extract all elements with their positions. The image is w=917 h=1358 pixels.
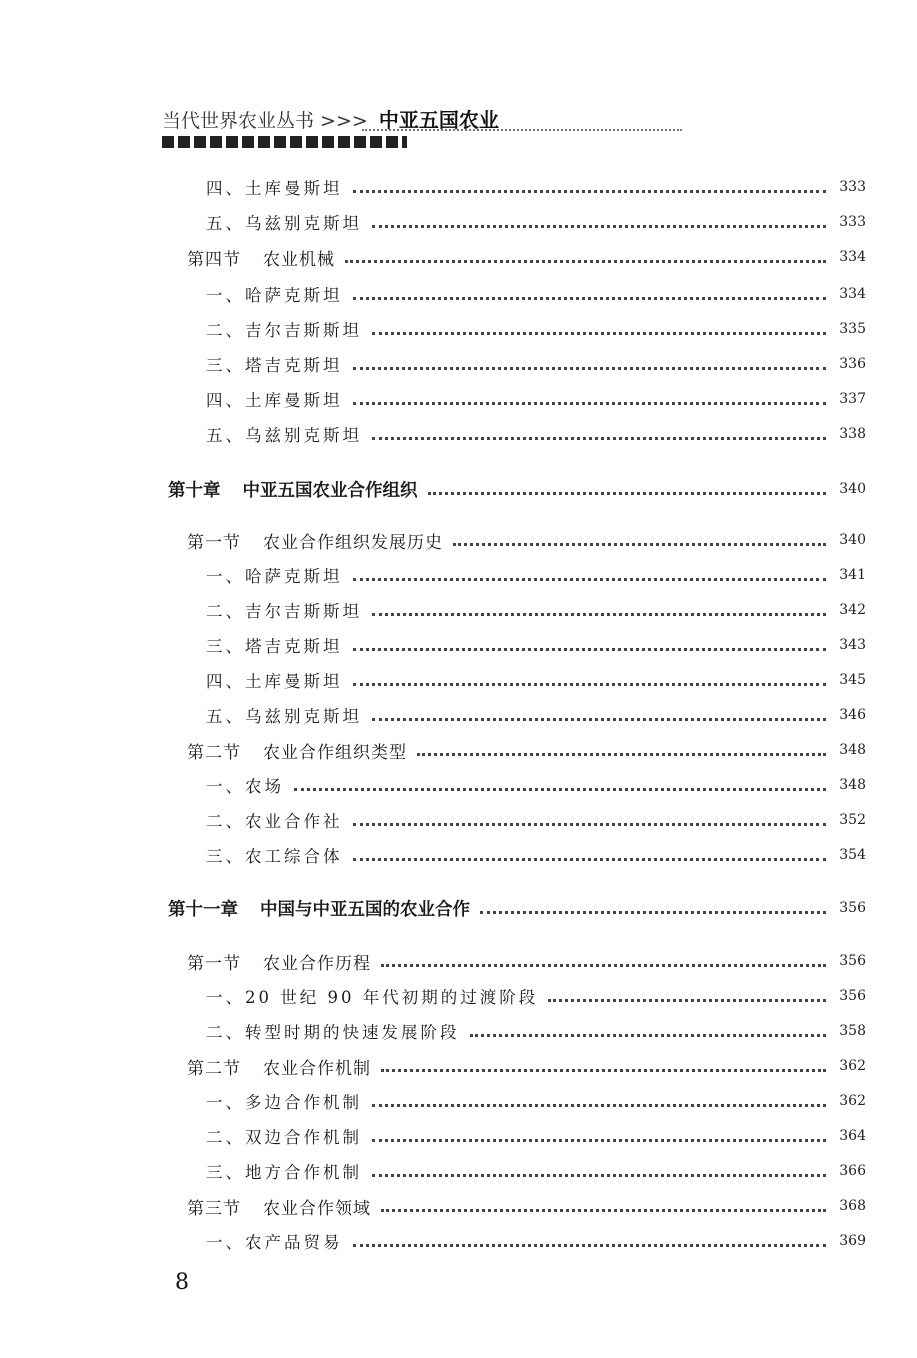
toc-entry-title: 农业合作领域: [263, 1198, 371, 1219]
toc-page-number: 356: [839, 900, 866, 916]
toc-entry-label: 一、哈萨克斯坦: [206, 567, 343, 586]
toc-item: [0, 1086, 866, 1116]
dot-leader: [453, 543, 826, 546]
toc-item: [0, 314, 866, 344]
toc-item: [0, 981, 866, 1011]
toc-page-number: 338: [839, 426, 866, 442]
toc-item: [0, 1016, 866, 1046]
toc-entry-label: [187, 738, 407, 763]
toc-chapter: [0, 893, 866, 923]
toc-page-number: 340: [839, 532, 866, 548]
dot-leader: [294, 788, 826, 791]
toc-page-number: 334: [839, 249, 866, 265]
toc-section: [0, 1191, 866, 1221]
toc-entry-label: 一、哈萨克斯坦: [206, 286, 343, 305]
toc-entry-label: 五、乌兹别克斯坦: [206, 707, 362, 726]
toc-entry-label: 二、吉尔吉斯斯坦: [206, 602, 362, 621]
toc-item: [0, 1156, 866, 1186]
toc-page-number: 364: [839, 1128, 866, 1144]
toc-item: [0, 349, 866, 379]
toc-entry-number: 第一节: [187, 532, 241, 553]
toc-item: [0, 172, 866, 202]
toc-entry-label: [187, 1194, 371, 1219]
dot-leader: [470, 1034, 827, 1037]
dot-leader: [353, 858, 827, 861]
toc-entry-label: 一、农产品贸易: [206, 1233, 343, 1252]
dot-leader: [480, 911, 826, 914]
header-square-bar: [162, 136, 407, 148]
toc-entry-number: 第十章: [168, 480, 221, 501]
toc-entry-label: 四、土库曼斯坦: [206, 672, 343, 691]
toc-entry-title: 农业合作组织发展历史: [263, 532, 443, 553]
toc-page-number: 333: [839, 214, 866, 230]
dot-leader: [372, 225, 826, 228]
dot-leader: [381, 1209, 826, 1212]
toc-item: [0, 384, 866, 414]
toc-item: [0, 279, 866, 309]
toc-page-number: 346: [839, 707, 866, 723]
dot-leader: [372, 437, 826, 440]
toc-section: [0, 525, 866, 555]
toc-entry-label: [168, 896, 470, 921]
toc-section: [0, 242, 866, 272]
toc-item: [0, 419, 866, 449]
toc-entry-label: 二、吉尔吉斯斯坦: [206, 321, 362, 340]
toc-entry-title: 中亚五国农业合作组织: [242, 480, 418, 501]
toc-page-number: 348: [839, 777, 866, 793]
dot-leader: [353, 297, 827, 300]
toc-entry-label: 三、塔吉克斯坦: [206, 637, 343, 656]
toc-page-number: 366: [839, 1163, 866, 1179]
header-dotted-rule: [362, 129, 682, 131]
running-header: [162, 104, 522, 150]
toc-entry-number: 第三节: [187, 1198, 241, 1219]
toc-item: [0, 595, 866, 625]
dot-leader: [381, 964, 826, 967]
toc-page-number: 369: [839, 1233, 866, 1249]
toc-page-number: 336: [839, 356, 866, 372]
toc-section: [0, 946, 866, 976]
toc-entry-label: 一、多边合作机制: [206, 1093, 362, 1112]
toc-item: [0, 1226, 866, 1256]
dot-leader: [372, 332, 826, 335]
toc-entry-number: 第二节: [187, 742, 241, 763]
toc-page-number: 358: [839, 1023, 866, 1039]
toc-page-number: 334: [839, 286, 866, 302]
toc-page-number: 337: [839, 391, 866, 407]
toc-page-number: 362: [839, 1058, 866, 1074]
toc-page-number: 345: [839, 672, 866, 688]
toc-entry-label: 五、乌兹别克斯坦: [206, 426, 362, 445]
toc-entry-label: 二、双边合作机制: [206, 1128, 362, 1147]
toc-page-number: 356: [839, 988, 866, 1004]
toc-page-number: 342: [839, 602, 866, 618]
toc-entry-label: 三、农工综合体: [206, 847, 343, 866]
toc-page-number: 368: [839, 1198, 866, 1214]
dot-leader: [372, 1174, 826, 1177]
toc-item: [0, 630, 866, 660]
dot-leader: [372, 613, 826, 616]
toc-entry-label: [187, 1054, 371, 1079]
toc-entry-title: 农业合作机制: [263, 1058, 371, 1079]
dot-leader: [372, 718, 826, 721]
toc-entry-title: 农业合作组织类型: [263, 742, 407, 763]
toc-entry-label: [187, 949, 371, 974]
toc-page-number: 333: [839, 179, 866, 195]
toc-section: [0, 735, 866, 765]
toc-page-number: 343: [839, 637, 866, 653]
toc-item: [0, 700, 866, 730]
toc-item: [0, 1121, 866, 1151]
toc-item: [0, 207, 866, 237]
dot-leader: [428, 492, 827, 495]
toc-entry-title: 农业机械: [263, 249, 335, 270]
toc-entry-label: 五、乌兹别克斯坦: [206, 214, 362, 233]
toc-section: [0, 1051, 866, 1081]
toc-entry-label: 一、20 世纪 90 年代初期的过渡阶段: [206, 988, 539, 1007]
toc-item: [0, 770, 866, 800]
dot-leader: [353, 367, 827, 370]
dot-leader: [372, 1139, 826, 1142]
toc-page-number: 340: [839, 481, 866, 497]
dot-leader: [353, 683, 827, 686]
toc-page-number: 335: [839, 321, 866, 337]
toc-entry-label: 二、农业合作社: [206, 812, 343, 831]
dot-leader: [353, 190, 827, 193]
toc-page-number: 362: [839, 1093, 866, 1109]
toc-page-number: 354: [839, 847, 866, 863]
toc-page-number: 352: [839, 812, 866, 828]
toc-entry-number: 第二节: [187, 1058, 241, 1079]
dot-leader: [353, 648, 827, 651]
toc-entry-title: 中国与中亚五国的农业合作: [260, 899, 470, 920]
toc-entry-label: [168, 477, 418, 502]
dot-leader: [345, 260, 826, 263]
toc-item: [0, 665, 866, 695]
toc-item: [0, 840, 866, 870]
dot-leader: [353, 578, 827, 581]
toc-entry-label: 二、转型时期的快速发展阶段: [206, 1023, 460, 1042]
toc-entry-label: 一、农场: [206, 777, 284, 796]
dot-leader: [381, 1069, 826, 1072]
page-number: 8: [175, 1270, 189, 1295]
toc-entry-label: 四、土库曼斯坦: [206, 391, 343, 410]
toc-page-number: 356: [839, 953, 866, 969]
toc-item: [0, 805, 866, 835]
toc-entry-label: 四、土库曼斯坦: [206, 179, 343, 198]
toc-entry-label: 三、地方合作机制: [206, 1163, 362, 1182]
dot-leader: [372, 1104, 826, 1107]
toc-item: [0, 560, 866, 590]
toc-page-number: 341: [839, 567, 866, 583]
dot-leader: [417, 753, 826, 756]
series-title: 当代世界农业丛书 >>>: [162, 110, 368, 132]
book-title: 中亚五国农业: [378, 108, 499, 132]
dot-leader: [353, 823, 827, 826]
toc-entry-number: 第十一章: [168, 899, 238, 920]
toc-entry-number: 第四节: [187, 249, 241, 270]
dot-leader: [353, 1244, 827, 1247]
toc-entry-label: [187, 245, 335, 270]
toc-page-number: 348: [839, 742, 866, 758]
dot-leader: [548, 999, 826, 1002]
toc-entry-label: 三、塔吉克斯坦: [206, 356, 343, 375]
toc-entry-title: 农业合作历程: [263, 953, 371, 974]
toc-entry-number: 第一节: [187, 953, 241, 974]
toc-entry-label: [187, 528, 443, 553]
dot-leader: [353, 402, 827, 405]
toc-chapter: [0, 474, 866, 504]
